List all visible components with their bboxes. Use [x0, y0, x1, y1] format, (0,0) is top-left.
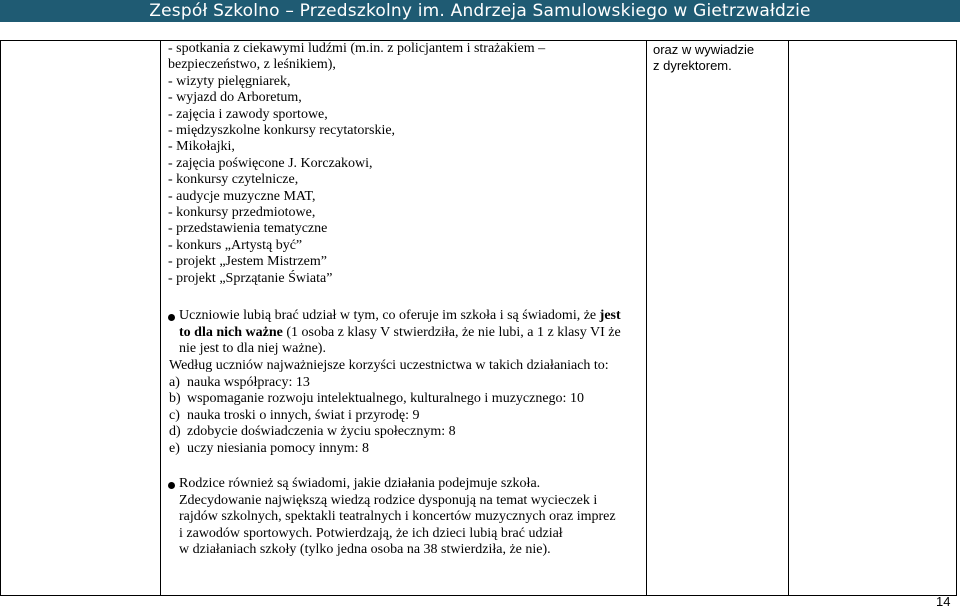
parents-paragraph	[179, 476, 639, 559]
students-emphasis: to dla nich ważne	[179, 324, 283, 340]
parents-line: rajdów szkolnych, spektakli teatralnych i koncertów muzycznych oraz imprez	[179, 509, 616, 525]
list-item: - konkursy przedmiotowe,	[168, 205, 316, 221]
document-header: Zespół Szkolno – Przedszkolny im. Andrzeja Samulowskiego w Gietrzwałdzie	[0, 0, 960, 22]
page-number: 14	[936, 594, 951, 609]
students-emphasis: jest	[599, 308, 621, 323]
table-column-right	[647, 40, 789, 596]
list-item: - przedstawienia tematyczne	[168, 221, 328, 237]
benefit-item: b) wspomaganie rozwoju intelektualnego, kulturalnego i muzycznego: 10	[169, 391, 584, 407]
source-note	[653, 42, 754, 73]
bullet-icon	[168, 314, 175, 321]
list-item: - wyjazd do Arboretum,	[168, 90, 302, 106]
list-item: - konkursy czytelnicze,	[168, 172, 299, 188]
benefit-item: a) nauka współpracy: 13	[169, 374, 310, 390]
parents-line: Rodzice również są świadomi, jakie działania podejmuje szkoła.	[179, 476, 541, 491]
source-line: oraz w wywiadzie	[653, 42, 755, 57]
bullet-icon	[168, 482, 175, 489]
benefits-section	[169, 358, 639, 458]
parents-line: w działaniach szkoły (tylko jedna osoba na 38 stwierdziła, że nie).	[179, 542, 551, 558]
list-item: - zajęcia i zawody sportowe,	[168, 106, 328, 122]
benefit-item: c) nauka troski o innych, świat i przyrodę: 9	[169, 407, 420, 423]
activities-list	[168, 41, 638, 287]
list-item: - spotkania z ciekawymi ludźmi (m.in. z policjantem i strażakiem –	[168, 41, 546, 56]
list-item: - projekt „Sprzątanie Świata”	[168, 270, 333, 286]
table-column-left	[0, 40, 161, 596]
students-paragraph	[179, 308, 639, 358]
parents-line: Zdecydowanie największą wiedzą rodzice dysponują na temat wycieczek i	[179, 492, 598, 508]
list-item: - wizyty pielęgniarek,	[168, 73, 291, 89]
list-item: - projekt „Jestem Mistrzem”	[168, 254, 328, 270]
students-text: Uczniowie lubią brać udział w tym, co oferuje im szkoła i są świadomi, że	[179, 308, 600, 323]
list-item: - Mikołajki,	[168, 139, 235, 155]
benefits-intro: Według uczniów najważniejsze korzyści uczestnictwa w takich działaniach to:	[169, 358, 609, 373]
table-column-far-right	[789, 40, 957, 596]
list-item: bezpieczeństwo, z leśnikiem),	[168, 57, 336, 73]
list-item: - konkurs „Artystą być”	[168, 237, 303, 253]
benefit-item: e) uczy niesiania pomocy innym: 8	[169, 440, 369, 456]
students-text: nie jest to dla niej ważne).	[179, 341, 326, 357]
benefit-item: d) zdobycie doświadczenia w życiu społecznym: 8	[169, 424, 456, 440]
list-item: - międzyszkolne konkursy recytatorskie,	[168, 123, 396, 139]
source-line: z dyrektorem.	[653, 57, 732, 73]
list-item: - audycje muzyczne MAT,	[168, 188, 316, 204]
students-text: (1 osoba z klasy V stwierdziła, że nie lubi, a 1 z klasy VI że	[282, 324, 621, 340]
list-item: - zajęcia poświęcone J. Korczakowi,	[168, 155, 373, 171]
parents-line: i zawodów sportowych. Potwierdzają, że ich dzieci lubią brać udział	[179, 525, 563, 541]
